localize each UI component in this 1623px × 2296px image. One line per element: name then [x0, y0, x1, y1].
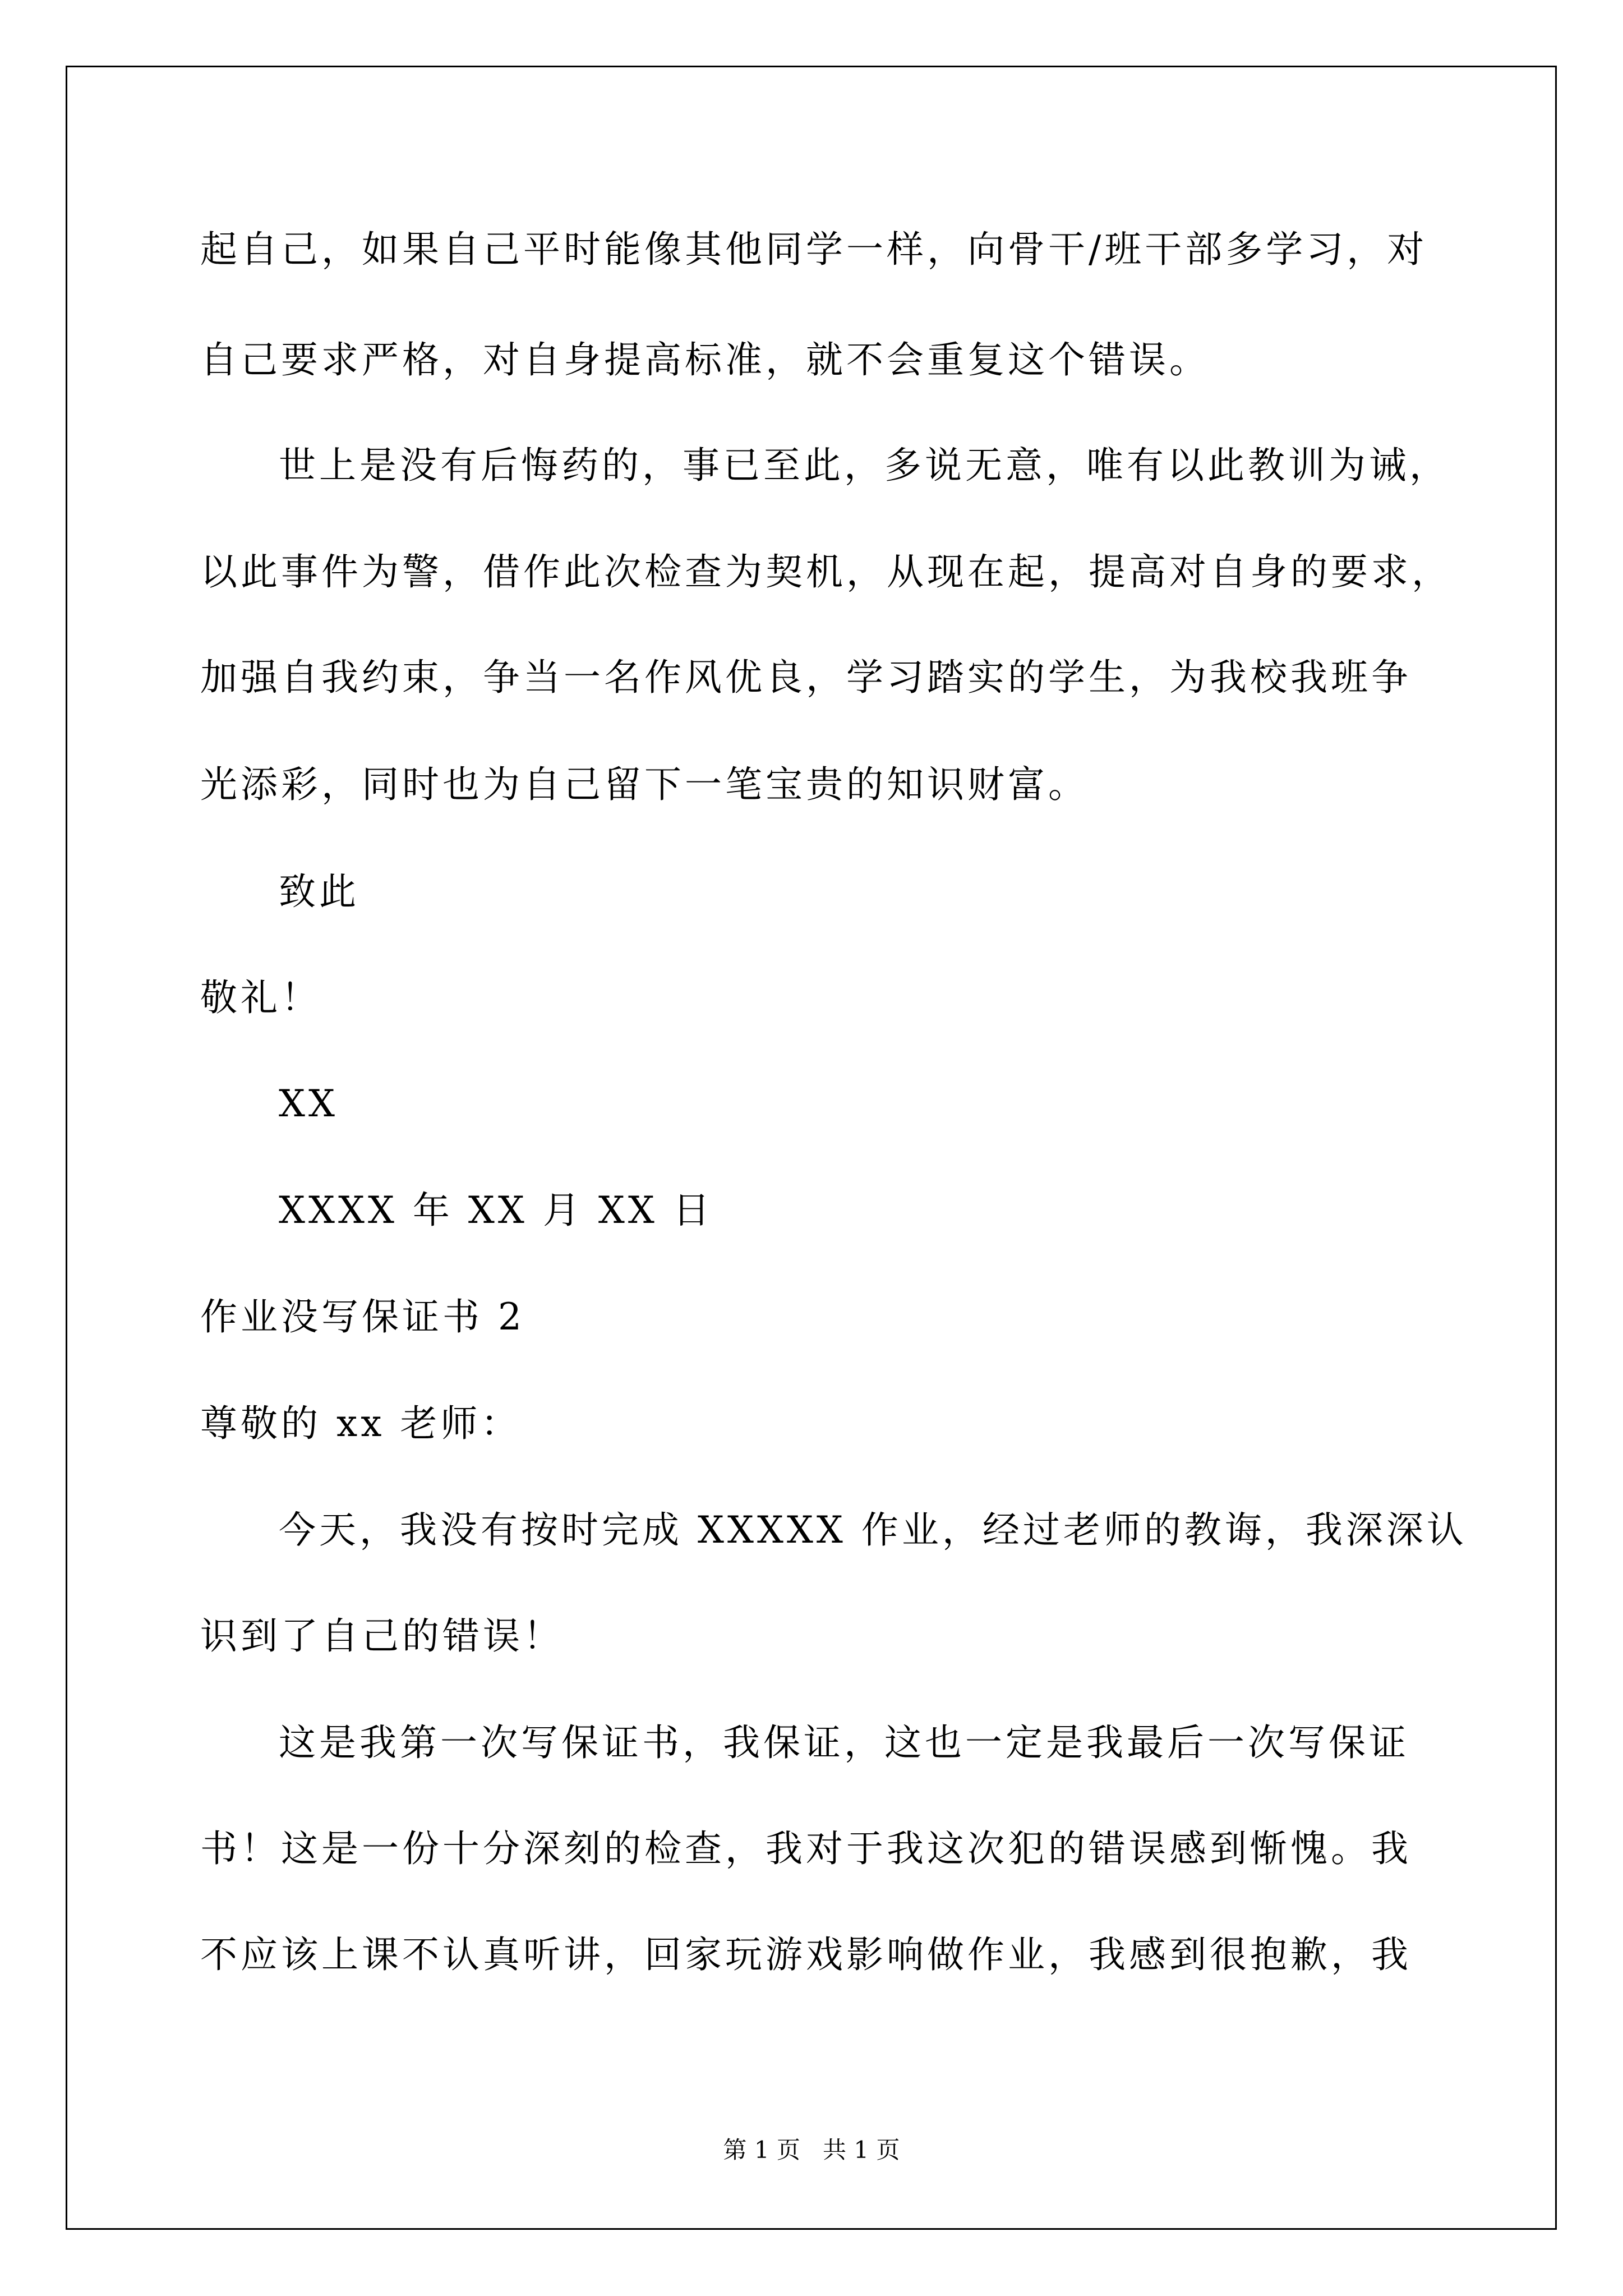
- body-line-4: 以此事件为警，借作此次检查为契机，从现在起，提高对自身的要求，: [200, 550, 1452, 593]
- body-line-2: 自己要求严格，对自身提高标准，就不会重复这个错误。: [200, 338, 1210, 381]
- closing-line: 致此: [279, 870, 359, 913]
- signature-name: XX: [279, 1082, 338, 1125]
- page-number-footer: 第 1 页 共 1 页: [723, 2136, 900, 2164]
- salute-line: 敬礼！: [200, 976, 321, 1019]
- body-line-5: 加强自我约束，争当一名作风优良，学习踏实的学生，为我校我班争: [200, 656, 1412, 699]
- body-line-6: 光添彩，同时也为自己留下一笔宝贵的知识财富。: [200, 763, 1089, 806]
- signature-date: XXXX 年 XX 月 XX 日: [279, 1189, 713, 1232]
- body-line-8: 识到了自己的错误！: [200, 1614, 564, 1658]
- body-line-9: 这是我第一次写保证书，我保证，这也一定是我最后一次写保证: [279, 1721, 1409, 1764]
- page-border: [66, 66, 1557, 2230]
- body-line-1: 起自己，如果自己平时能像其他同学一样，向骨干/班干部多学习，对: [200, 228, 1428, 271]
- body-line-3: 世上是没有后悔药的，事已至此，多说无意，唯有以此教训为诫，: [279, 444, 1450, 487]
- body-line-10: 书！这是一份十分深刻的检查，我对于我这次犯的错误感到惭愧。我: [200, 1827, 1412, 1870]
- greeting-line: 尊敬的 xx 老师：: [200, 1402, 522, 1445]
- section-heading: 作业没写保证书 2: [200, 1295, 525, 1338]
- body-line-7: 今天，我没有按时完成 XXXXX 作业，经过老师的教诲，我深深认: [279, 1508, 1467, 1552]
- body-line-11: 不应该上课不认真听讲，回家玩游戏影响做作业，我感到很抱歉，我: [200, 1933, 1412, 1976]
